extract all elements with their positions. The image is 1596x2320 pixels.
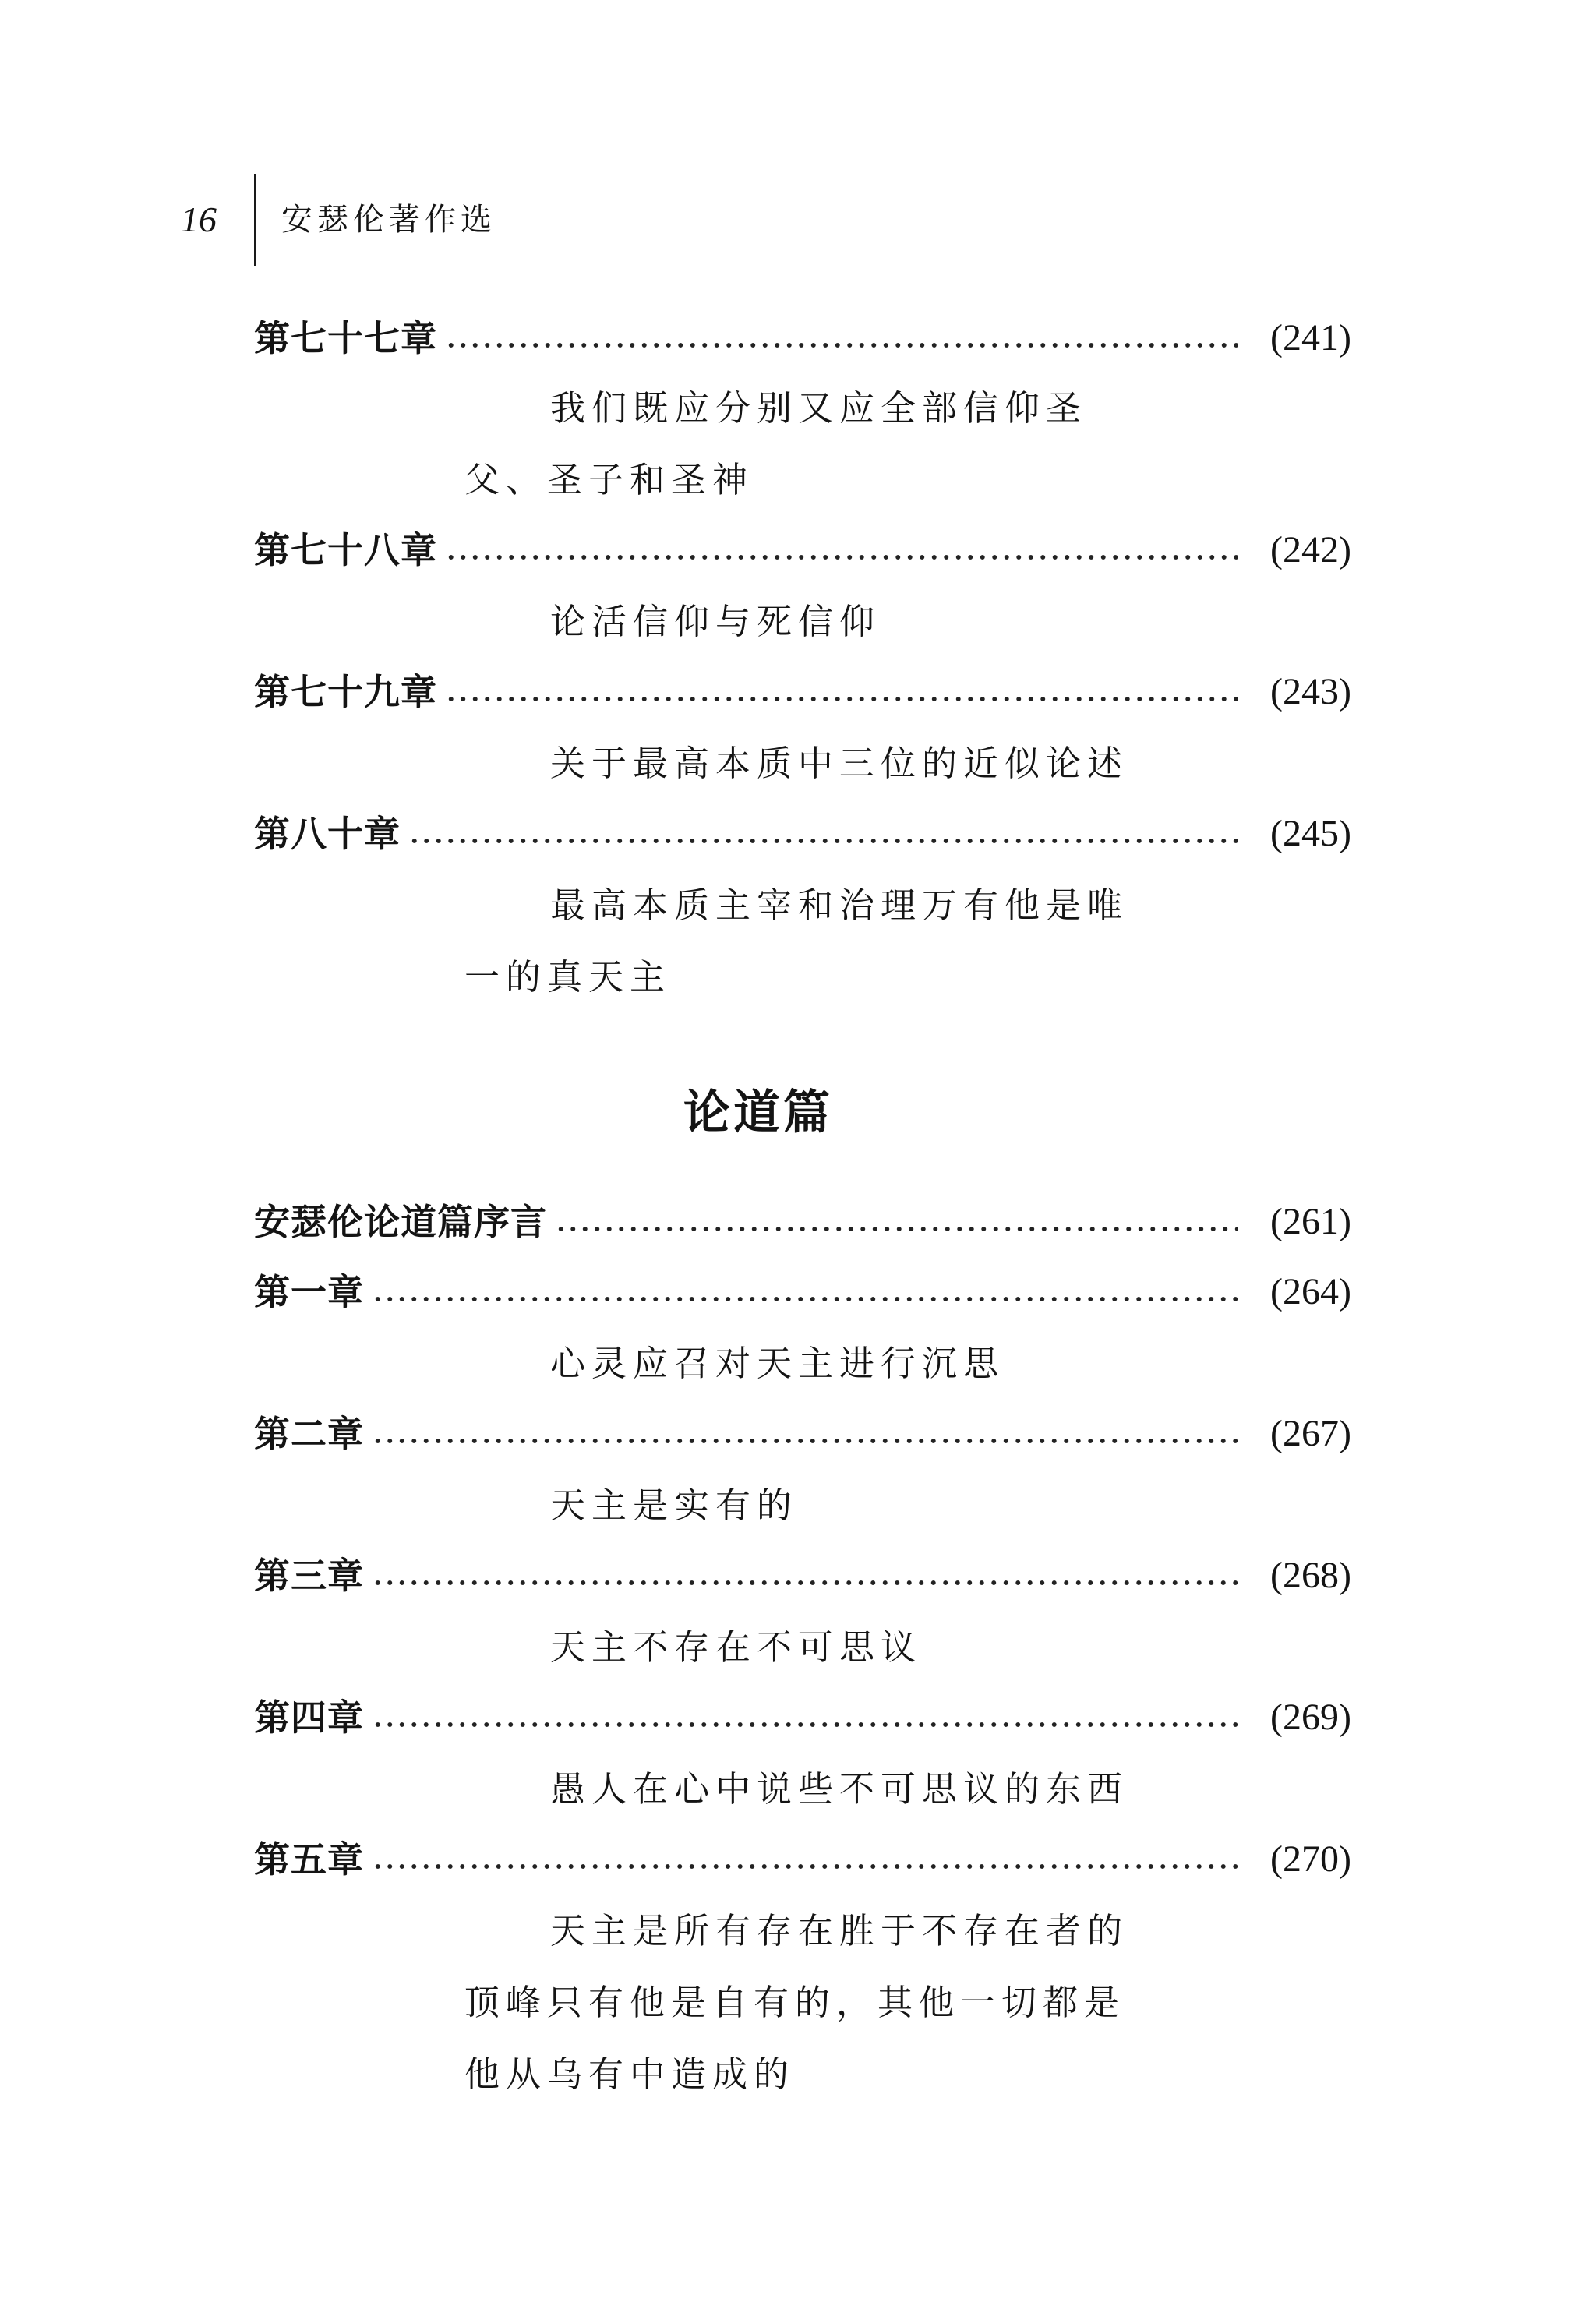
entry-page-number: (241) xyxy=(1270,317,1351,358)
toc-entry-ch3[interactable] xyxy=(254,1546,1351,1605)
entry-page-number: (267) xyxy=(1270,1413,1351,1454)
toc-entry-80[interactable] xyxy=(254,804,1351,863)
entry-label: 第四章 xyxy=(254,1697,364,1739)
dot-leader xyxy=(372,1438,1238,1444)
toc-entry-ch2[interactable] xyxy=(254,1404,1351,1464)
entry-label: 第七十七章 xyxy=(254,317,437,359)
entry-page-number: (245) xyxy=(1270,813,1351,854)
entry-label: 第二章 xyxy=(254,1413,364,1455)
entry-label: 第五章 xyxy=(254,1838,364,1880)
entry-page-number: (268) xyxy=(1270,1555,1351,1596)
toc-entry-78[interactable] xyxy=(254,521,1351,580)
dot-leader xyxy=(372,1721,1238,1728)
dot-leader xyxy=(555,1226,1238,1232)
entry-page-number: (270) xyxy=(1270,1838,1351,1880)
running-header xyxy=(181,173,496,267)
book-title: 安瑟伦著作选 xyxy=(281,202,496,238)
dot-leader xyxy=(372,1580,1238,1586)
entry-label: 第七十八章 xyxy=(254,529,437,571)
entry-label: 第八十章 xyxy=(254,813,401,855)
toc-entry-ch5[interactable] xyxy=(254,1830,1351,1889)
toc-entry-ch4[interactable] xyxy=(254,1688,1351,1747)
entry-subtitle: 天主不存在不可思议 xyxy=(550,1626,923,1668)
entry-page-number: (261) xyxy=(1270,1201,1351,1242)
toc-entry-77[interactable] xyxy=(254,309,1351,368)
dot-leader xyxy=(445,696,1238,702)
dot-leader xyxy=(445,554,1238,560)
toc-entry-preface[interactable] xyxy=(254,1192,1351,1252)
entry-page-number: (264) xyxy=(1270,1271,1351,1312)
entry-label: 第三章 xyxy=(254,1555,364,1597)
entry-subtitle: 天主是实有的 xyxy=(550,1485,799,1526)
section-title: 论道篇 xyxy=(683,1086,833,1140)
header-divider xyxy=(254,174,256,266)
entry-subtitle: 关于最高本质中三位的近似论述 xyxy=(550,743,1129,784)
entry-subtitle: 愚人在心中说些不可思议的东西 xyxy=(550,1768,1129,1810)
entry-label: 第七十九章 xyxy=(254,671,437,713)
dot-leader xyxy=(372,1296,1238,1302)
entry-subtitle: 论活信仰与死信仰 xyxy=(550,601,881,642)
entry-page-number: (269) xyxy=(1270,1697,1351,1738)
page-number: 16 xyxy=(181,200,217,239)
toc-entry-79[interactable] xyxy=(254,662,1351,722)
entry-page-number: (242) xyxy=(1270,529,1351,570)
entry-subtitle: 最高本质主宰和治理万有他是唯一的真天主 xyxy=(464,885,1129,998)
entry-subtitle: 心灵应召对天主进行沉思 xyxy=(550,1343,1005,1384)
toc-entry-ch1[interactable] xyxy=(254,1262,1351,1322)
dot-leader xyxy=(372,1863,1238,1870)
entry-subtitle: 天主是所有存在胜于不存在者的顶峰只有他是自有的，其他一切都是他从乌有中造成的 xyxy=(464,1910,1129,2095)
entry-page-number: (243) xyxy=(1270,671,1351,712)
entry-label: 第一章 xyxy=(254,1271,364,1313)
entry-subtitle: 我们既应分别又应全部信仰圣父、圣子和圣神 xyxy=(464,387,1088,500)
dot-leader xyxy=(408,838,1238,844)
entry-label: 安瑟伦论道篇序言 xyxy=(254,1201,547,1243)
dot-leader xyxy=(445,342,1238,348)
